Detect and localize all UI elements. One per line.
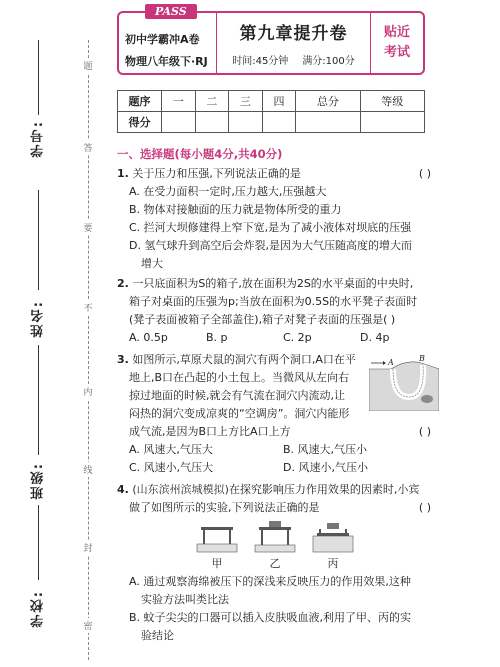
class-label: 班级: [30,462,46,500]
question-3 [117,351,437,477]
option-a[interactable]: A. 0.5p [129,331,168,344]
table-header-cell: 三 [229,91,263,112]
class-line-top [28,345,48,455]
table-row-label: 得分 [118,112,162,133]
question-stem-line: 做了如图所示的实验,下列说法正确的是 [129,501,320,514]
score-table-row [118,112,425,133]
option-a[interactable]: A. 在受力面积一定时,压力越大,压强越大 [129,185,327,198]
question-stem-line: 掠过地面的时候,就会有气流在洞穴内流动,让 [129,389,345,402]
figure-label-a: A [388,358,394,367]
answer-bracket[interactable]: ( ) [418,425,431,438]
class-field[interactable] [28,462,48,499]
option-b[interactable]: B. 风速大,气压小 [283,443,368,456]
options-row [117,459,437,477]
question-2 [117,275,437,347]
burrow-figure [369,353,439,411]
score-cell[interactable] [360,112,424,133]
score-table [117,90,425,133]
exam-tag-line1: 贴近 [383,25,410,40]
option-d[interactable]: D. 氢气球升到高空后会炸裂,是因为大气压随高度的增大而 [129,239,412,252]
question-stem-line: 地上,B口在凸起的小土包上。当微风从左向右 [129,371,350,384]
option-c[interactable]: C. 风速小,气压大 [129,461,214,474]
header-series-block [119,5,217,73]
option-a[interactable]: A. 风速大,气压大 [129,443,213,456]
question-stem: 如图所示,草原犬鼠的洞穴有两个洞口,A口在平 [132,353,356,366]
exam-header [117,5,425,75]
figure-label: 丙 [327,557,339,570]
answer-bracket[interactable]: ( ) [418,167,431,180]
grade-name: 物理八年级下·RJ [125,55,208,68]
table-header-cell: 题序 [118,91,162,112]
question-stem-line: 闷热的洞穴变成凉爽的“空调房”。洞穴内能形 [129,407,350,420]
option-d-cont: 增大 [141,257,163,270]
seal-char: 线 [82,462,94,477]
seal-char: 不 [82,300,94,315]
school-field[interactable] [28,590,48,627]
binding-margin [0,0,100,667]
table-header-cell: 四 [262,91,296,112]
figure-label-b: B [419,354,425,363]
question-stem: 在探究影响压力作用效果的因素时,小宾 [228,483,420,496]
seal-dashed-line [88,40,89,660]
name-field[interactable] [28,300,48,337]
score-cell[interactable] [162,112,196,133]
header-title-block [217,13,371,73]
student-id-label: 学号: [30,120,46,158]
question-stem-line: 箱子对桌面的压强为p;当放在面积为0.5S的水平凳子表面时 [129,295,418,308]
score-table-head [118,91,425,112]
school-line-top [28,505,48,580]
seal-char: 要 [82,220,94,235]
question-stem-line: 成气流,是因为B口上方比A口上方 [129,425,291,438]
options-row [117,329,437,347]
options-row [117,441,437,459]
option-b-cont: 验结论 [141,629,174,642]
prairie-dog [421,395,433,403]
exam-title: 第九章提升卷 [239,24,348,44]
option-d[interactable]: D. 4p [360,331,390,344]
exam-tag-line2: 考试 [383,45,410,60]
question-1 [117,165,437,273]
experiment-jia [195,521,239,573]
table-header-cell: 二 [195,91,229,112]
table-header-cell: 一 [162,91,196,112]
option-b[interactable]: B. 物体对接触面的压力就是物体所受的重力 [129,203,342,216]
experiment-yi [253,521,297,573]
figure-label: 甲 [211,557,223,570]
question-source: (山东滨州滨城模拟) [132,483,229,496]
name-label: 姓名: [30,300,46,338]
exam-content [117,145,437,645]
option-a-cont: 实验方法叫类比法 [141,593,229,606]
seal-char: 内 [82,384,94,399]
figure-label: 乙 [269,557,281,570]
seal-char: 密 [82,618,94,633]
option-d[interactable]: D. 风速小,气压小 [283,461,368,474]
pass-logo: PASS [145,4,197,19]
option-b[interactable]: B. p [206,331,228,344]
seal-char: 题 [82,58,94,73]
table-header-cell: 等级 [360,91,424,112]
exam-score: 满分:100分 [302,56,355,67]
question-number: 3. [117,353,129,366]
score-cell[interactable] [262,112,296,133]
answer-bracket[interactable]: ( ) [418,501,431,514]
question-number: 4. [117,483,129,496]
option-b[interactable]: B. 蚊子尖尖的口器可以插入皮肤吸血液,利用了甲、丙的实 [129,611,412,624]
option-c[interactable]: C. 2p [283,331,312,344]
experiment-figure [117,521,437,573]
school-label: 学校: [30,590,46,628]
student-id-field[interactable] [28,120,48,163]
exam-tag [371,13,423,73]
table-header-cell: 总分 [296,91,360,112]
question-number: 1. [117,167,129,180]
experiment-bing [311,521,355,573]
score-cell[interactable] [296,112,360,133]
option-a[interactable]: A. 通过观察海绵被压下的深浅来反映压力的作用效果,这种 [129,575,411,588]
seal-char: 封 [82,540,94,555]
student-id-line [28,40,48,115]
option-c[interactable]: C. 拦河大坝修建得上窄下宽,是为了减小液体对坝底的压强 [129,221,412,234]
score-cell[interactable] [229,112,263,133]
question-stem: 一只底面积为S的箱子,放在面积为2S的水平桌面的中央时, [132,277,414,290]
name-line-top [28,190,48,290]
series-name: 初中学霸冲A卷 [125,33,200,46]
exam-meta [232,52,355,67]
question-4 [117,481,437,645]
question-number: 2. [117,277,129,290]
seal-char: 答 [82,140,94,155]
question-stem: 关于压力和压强,下列说法正确的是 [132,167,301,180]
exam-time: 时间:45分钟 [232,56,289,67]
section-title: 一、选择题(每小题4分,共40分) [117,147,283,161]
score-cell[interactable] [195,112,229,133]
question-stem-line: (凳子表面被箱子全部盖住),箱子对凳子表面的压强是( ) [129,313,396,326]
